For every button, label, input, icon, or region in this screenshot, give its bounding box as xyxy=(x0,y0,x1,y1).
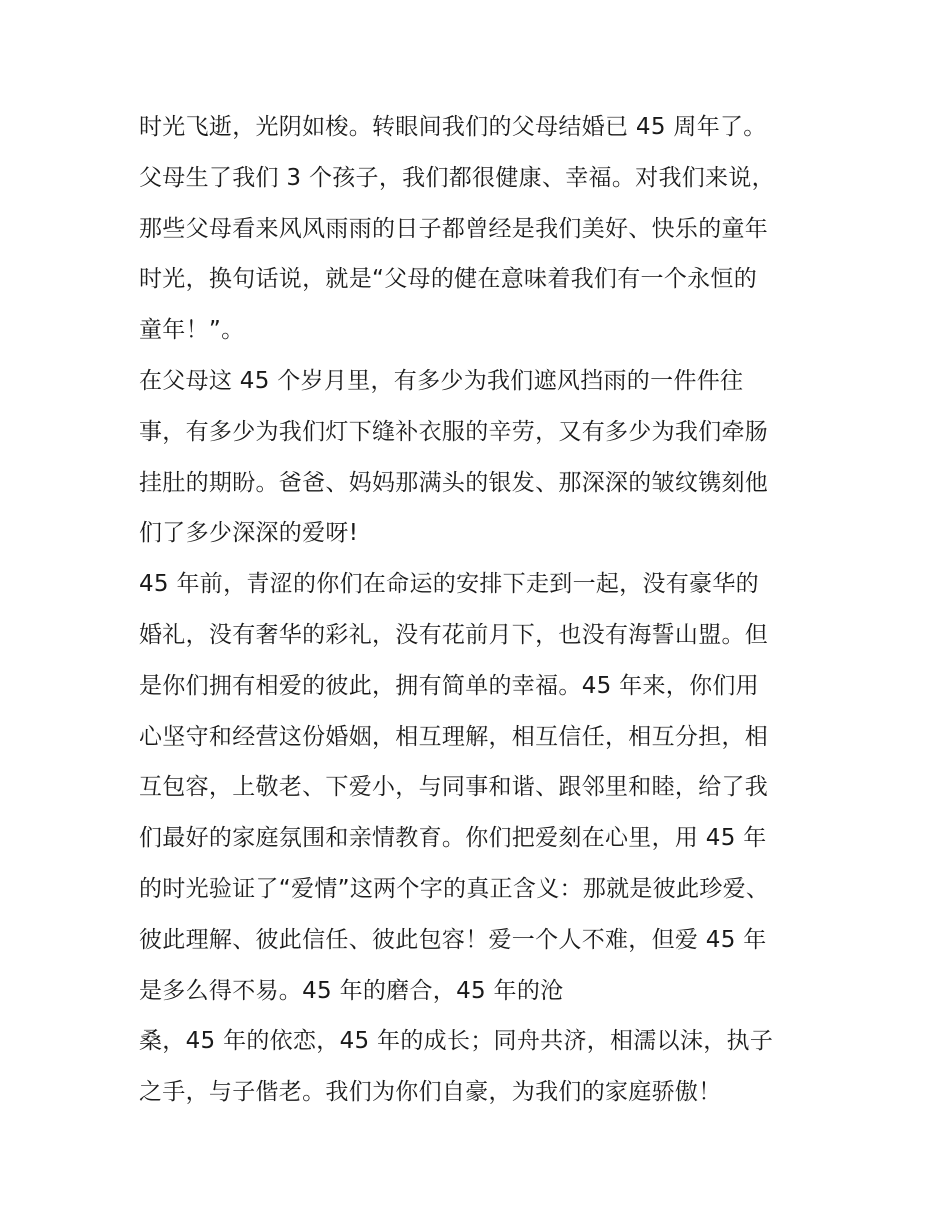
text-line: 挂肚的期盼。爸爸、妈妈那满头的银发、那深深的皱纹镌刻他 xyxy=(139,469,769,496)
text-line: 的时光验证了“爱情”这两个字的真正含义：那就是彼此珍爱、 xyxy=(139,875,770,902)
text-line: 桑，45 年的依恋，45 年的成长；同舟共济，相濡以沫，执子 xyxy=(139,1028,774,1055)
text-line: 们最好的家庭氛围和亲情教育。你们把爱刻在心里，用 45 年 xyxy=(139,825,767,852)
text-line: 童年！”。 xyxy=(139,317,245,344)
text-line: 是你们拥有相爱的彼此，拥有简单的幸福。45 年来，你们用 xyxy=(139,672,759,699)
text-line: 之手，与子偕老。我们为你们自豪，为我们的家庭骄傲！ xyxy=(139,1079,722,1106)
text-line: 是多么得不易。45 年的磨合，45 年的沧 xyxy=(139,977,564,1004)
text-line: 彼此理解、彼此信任、彼此包容！爱一个人不难，但爱 45 年 xyxy=(139,926,767,953)
text-line: 们了多少深深的爱呀! xyxy=(139,520,359,547)
text-line: 那些父母看来风风雨雨的日子都曾经是我们美好、快乐的童年 xyxy=(139,215,769,242)
text-line: 心坚守和经营这份婚姻，相互理解，相互信任，相互分担，相 xyxy=(139,723,769,750)
body-text xyxy=(139,102,829,1118)
text-line: 婚礼，没有奢华的彩礼，没有花前月下，也没有海誓山盟。但 xyxy=(139,621,769,648)
text-line: 父母生了我们 3 个孩子，我们都很健康、幸福。对我们来说， xyxy=(139,164,775,191)
text-line: 事，有多少为我们灯下缝补衣服的辛劳，又有多少为我们牵肠 xyxy=(139,418,769,445)
text-line: 时光，换句话说，就是“父母的健在意味着我们有一个永恒的 xyxy=(139,266,758,293)
text-line: 在父母这 45 个岁月里，有多少为我们遮风挡雨的一件件往 xyxy=(139,367,744,394)
text-line: 互包容，上敬老、下爱小，与同事和谐、跟邻里和睦，给了我 xyxy=(139,774,769,801)
text-line: 45 年前，青涩的你们在命运的安排下走到一起，没有豪华的 xyxy=(139,571,759,598)
text-line: 时光飞逝，光阴如梭。转眼间我们的父母结婚已 45 周年了。 xyxy=(139,114,767,140)
